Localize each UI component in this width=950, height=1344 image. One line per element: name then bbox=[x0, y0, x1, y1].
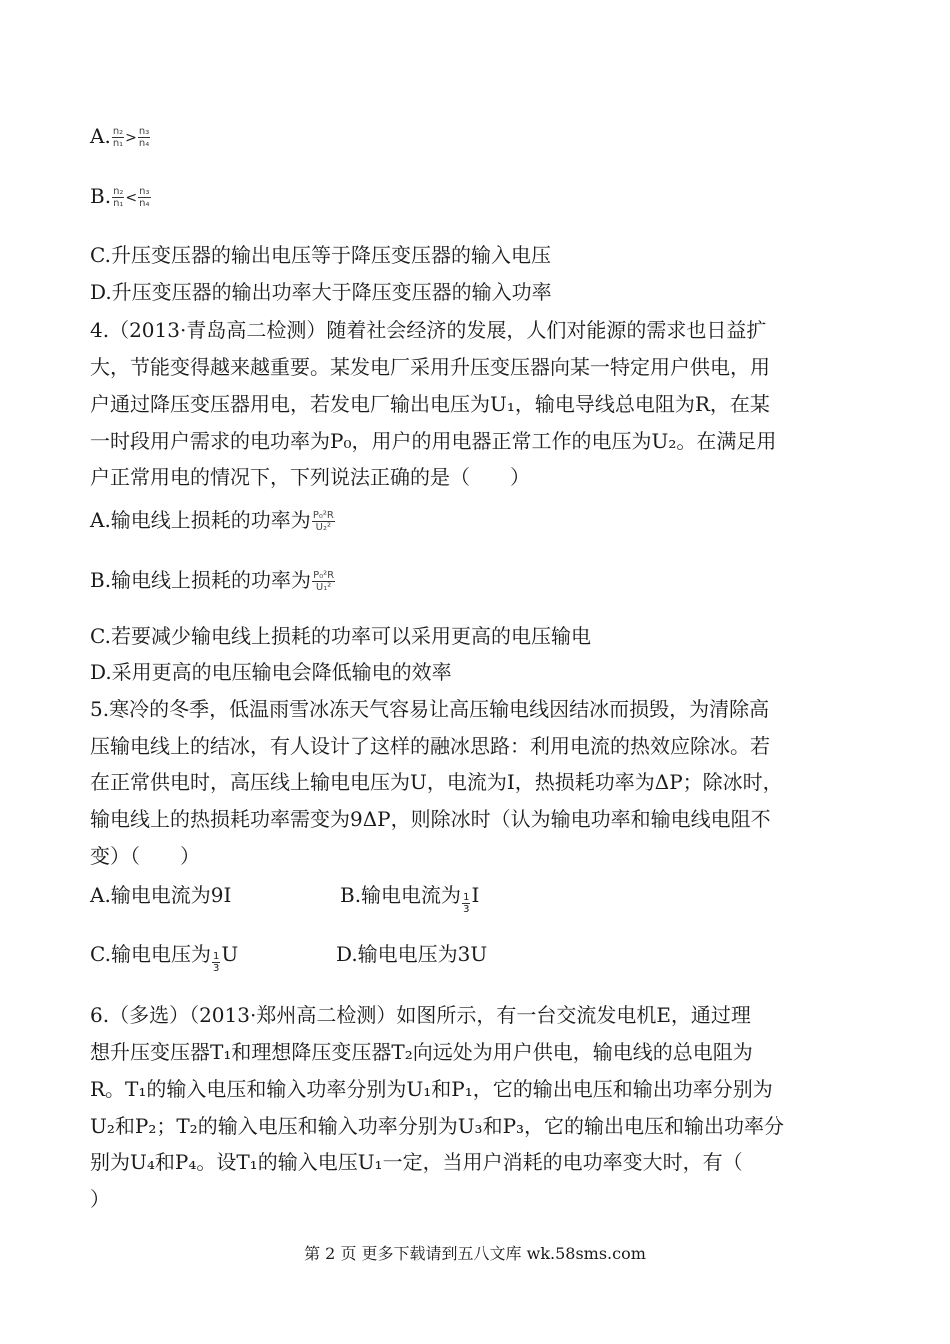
option-label: B. bbox=[90, 184, 112, 208]
numerator: n₂ bbox=[112, 126, 124, 137]
fraction bbox=[138, 186, 150, 209]
option-suffix: I bbox=[471, 883, 480, 907]
numerator: n₃ bbox=[139, 186, 150, 197]
q5-option-b bbox=[340, 883, 479, 915]
q4-line-3: 户通过降压变压器用电，若发电厂输出电压为U₁，输电导线总电阻为R，在某 bbox=[90, 392, 770, 416]
q4-line-2: 大，节能变得越来越重要。某发电厂采用升压变压器向某一特定用户供电，用 bbox=[90, 355, 770, 379]
denominator: n₄ bbox=[138, 138, 150, 149]
q5-option-a: A.输电电流为9I bbox=[90, 883, 232, 907]
page-footer: 第 2 页 更多下载请到五八文库 wk.58sms.com bbox=[304, 1244, 646, 1263]
option-text: C.输电电压为 bbox=[90, 942, 211, 966]
numerator: P₀²R bbox=[312, 510, 334, 521]
numerator: P₀²R bbox=[313, 570, 335, 581]
fraction bbox=[112, 186, 124, 209]
option-text: B.输电线上损耗的功率为 bbox=[90, 568, 312, 592]
numerator: 1 bbox=[463, 892, 470, 903]
q5-option-c bbox=[90, 942, 238, 974]
q4-option-a bbox=[90, 508, 336, 533]
option-c-prev: C.升压变压器的输出电压等于降压变压器的输入电压 bbox=[90, 243, 551, 267]
q6-line-6: ） bbox=[90, 1187, 110, 1211]
denominator: 3 bbox=[212, 963, 220, 974]
q6-line-1: 6.（多选）（2013·郑州高二检测）如图所示，有一台交流发电机E，通过理 bbox=[90, 1003, 751, 1027]
q6-line-2: 想升压变压器T₁和理想降压变压器T₂向远处为用户供电，输电线的总电阻为 bbox=[90, 1040, 753, 1064]
fraction bbox=[138, 126, 150, 149]
fraction bbox=[462, 892, 470, 915]
q4-option-c: C.若要减少输电线上损耗的功率可以采用更高的电压输电 bbox=[90, 624, 591, 648]
q4-line-5: 户正常用电的情况下，下列说法正确的是（ ） bbox=[90, 465, 530, 489]
q6-line-5: 别为U₄和P₄。设T₁的输入电压U₁一定，当用户消耗的电功率变大时，有（ bbox=[90, 1150, 743, 1174]
fraction bbox=[112, 126, 124, 149]
q5-line-3: 在正常供电时，高压线上输电电压为U，电流为I，热损耗功率为ΔP；除冰时， bbox=[90, 770, 783, 794]
option-d-prev: D.升压变压器的输出功率大于降压变压器的输入功率 bbox=[90, 280, 552, 304]
q5-option-d: D.输电电压为3U bbox=[336, 942, 488, 966]
q6-line-4: U₂和P₂；T₂的输入电压和输入功率分别为U₃和P₃，它的输出电压和输出功率分 bbox=[90, 1114, 785, 1138]
fraction bbox=[312, 510, 335, 533]
option-suffix: U bbox=[221, 942, 239, 966]
option-b-prev bbox=[90, 184, 152, 210]
fraction bbox=[312, 570, 335, 593]
numerator: 1 bbox=[212, 951, 220, 962]
relation: > bbox=[125, 129, 137, 146]
q5-line-1: 5.寒冷的冬季，低温雨雪冰冻天气容易让高压输电线因结冰而损毁，为清除高 bbox=[90, 697, 770, 721]
option-a-prev bbox=[90, 124, 151, 150]
denominator: 3 bbox=[463, 904, 470, 915]
denominator: n₄ bbox=[139, 198, 150, 209]
numerator: n₃ bbox=[138, 126, 150, 137]
q4-line-1: 4.（2013·青岛高二检测）随着社会经济的发展，人们对能源的需求也日益扩 bbox=[90, 318, 767, 342]
denominator: n₁ bbox=[112, 138, 124, 149]
relation: < bbox=[125, 189, 138, 206]
q4-option-b bbox=[90, 568, 336, 593]
q6-line-3: R。T₁的输入电压和输入功率分别为U₁和P₁，它的输出电压和输出功率分别为 bbox=[90, 1077, 773, 1101]
q5-line-5: 变）（ ） bbox=[90, 844, 200, 868]
denominator: U₂² bbox=[315, 522, 331, 533]
q4-line-4: 一时段用户需求的电功率为P₀，用户的用电器正常工作的电压为U₂。在满足用 bbox=[90, 429, 777, 453]
q5-line-2: 压输电线上的结冰，有人设计了这样的融冰思路：利用电流的热效应除冰。若 bbox=[90, 734, 770, 758]
q5-line-4: 输电线上的热损耗功率需变为9ΔP，则除冰时（认为输电功率和输电线电阻不 bbox=[90, 807, 771, 831]
option-text: B.输电电流为 bbox=[340, 883, 462, 907]
numerator: n₂ bbox=[113, 186, 124, 197]
option-text: A.输电线上损耗的功率为 bbox=[90, 508, 311, 532]
option-label: A. bbox=[90, 124, 111, 148]
fraction bbox=[212, 951, 220, 974]
q4-option-d: D.采用更高的电压输电会降低输电的效率 bbox=[90, 660, 452, 684]
denominator: U₁² bbox=[315, 582, 332, 593]
denominator: n₁ bbox=[113, 198, 124, 209]
